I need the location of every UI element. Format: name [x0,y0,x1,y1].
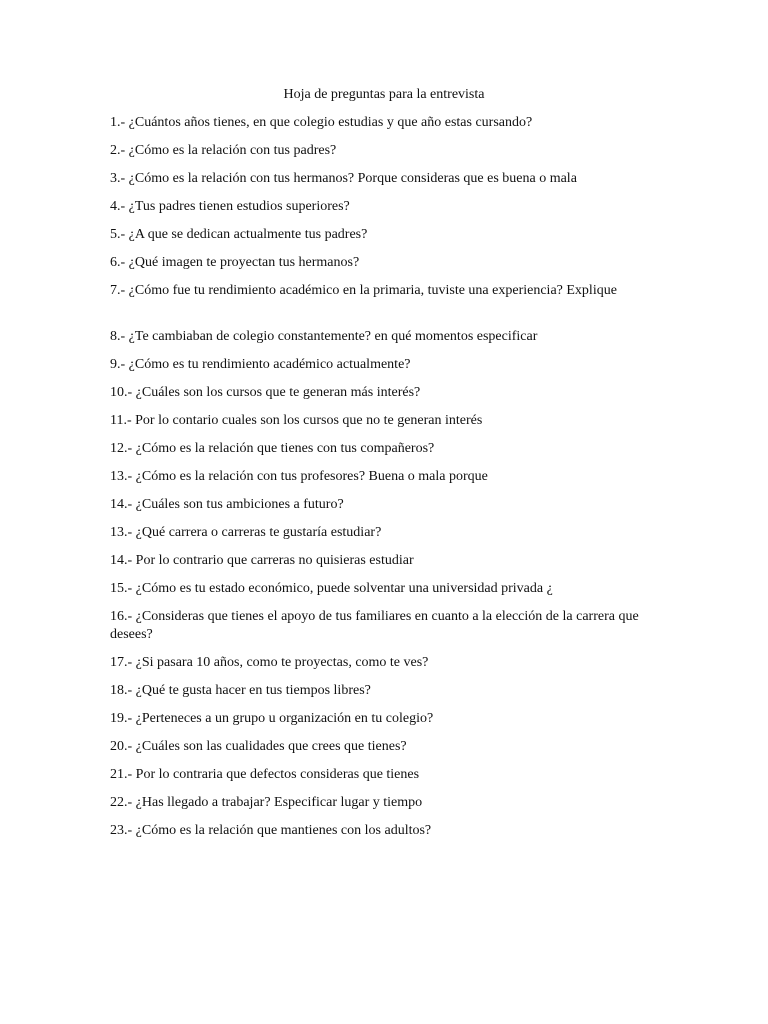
question-item: 11.- Por lo contario cuales son los cursos que no te generan interés [110,413,483,428]
question-item: 9.- ¿Cómo es tu rendimiento académico actualmente? [110,357,411,372]
question-item: 5.- ¿A que se dedican actualmente tus padres? [110,227,368,242]
question-item: 7.- ¿Cómo fue tu rendimiento académico en la primaria, tuviste una experiencia? Explique [110,283,617,298]
question-item: 14.- Por lo contrario que carreras no quisieras estudiar [110,553,414,568]
question-list [110,114,650,850]
question-item: 16.- ¿Consideras que tienes el apoyo de tus familiares en cuanto a la elección de la carrera que desees? [110,609,639,642]
question-item: 6.- ¿Qué imagen te proyectan tus hermanos? [110,255,360,270]
question-item: 2.- ¿Cómo es la relación con tus padres? [110,143,337,158]
question-item: 4.- ¿Tus padres tienen estudios superiores? [110,199,350,214]
question-item: 18.- ¿Qué te gusta hacer en tus tiempos libres? [110,683,371,698]
question-item: 10.- ¿Cuáles son los cursos que te generan más interés? [110,385,421,400]
question-item: 15.- ¿Cómo es tu estado económico, puede solventar una universidad privada ¿ [110,581,553,596]
question-item: 8.- ¿Te cambiaban de colegio constantemente? en qué momentos especificar [110,329,538,344]
question-item: 12.- ¿Cómo es la relación que tienes con tus compañeros? [110,441,435,456]
question-item: 19.- ¿Perteneces a un grupo u organización en tu colegio? [110,711,434,726]
question-item: 17.- ¿Si pasara 10 años, como te proyectas, como te ves? [110,655,429,670]
question-item: 23.- ¿Cómo es la relación que mantienes con los adultos? [110,823,432,838]
question-item: 14.- ¿Cuáles son tus ambiciones a futuro? [110,497,344,512]
question-item: 21.- Por lo contraria que defectos consideras que tienes [110,767,420,782]
question-item: 22.- ¿Has llegado a trabajar? Especificar lugar y tiempo [110,795,423,810]
question-item: 3.- ¿Cómo es la relación con tus hermanos? Porque consideras que es buena o mala [110,171,577,186]
page-title: Hoja de preguntas para la entrevista [283,87,485,102]
question-item: 13.- ¿Qué carrera o carreras te gustaría estudiar? [110,525,382,540]
question-item: 1.- ¿Cuántos años tienes, en que colegio estudias y que año estas cursando? [110,115,533,130]
question-item: 13.- ¿Cómo es la relación con tus profesores? Buena o mala porque [110,469,488,484]
question-item: 20.- ¿Cuáles son las cualidades que crees que tienes? [110,739,407,754]
